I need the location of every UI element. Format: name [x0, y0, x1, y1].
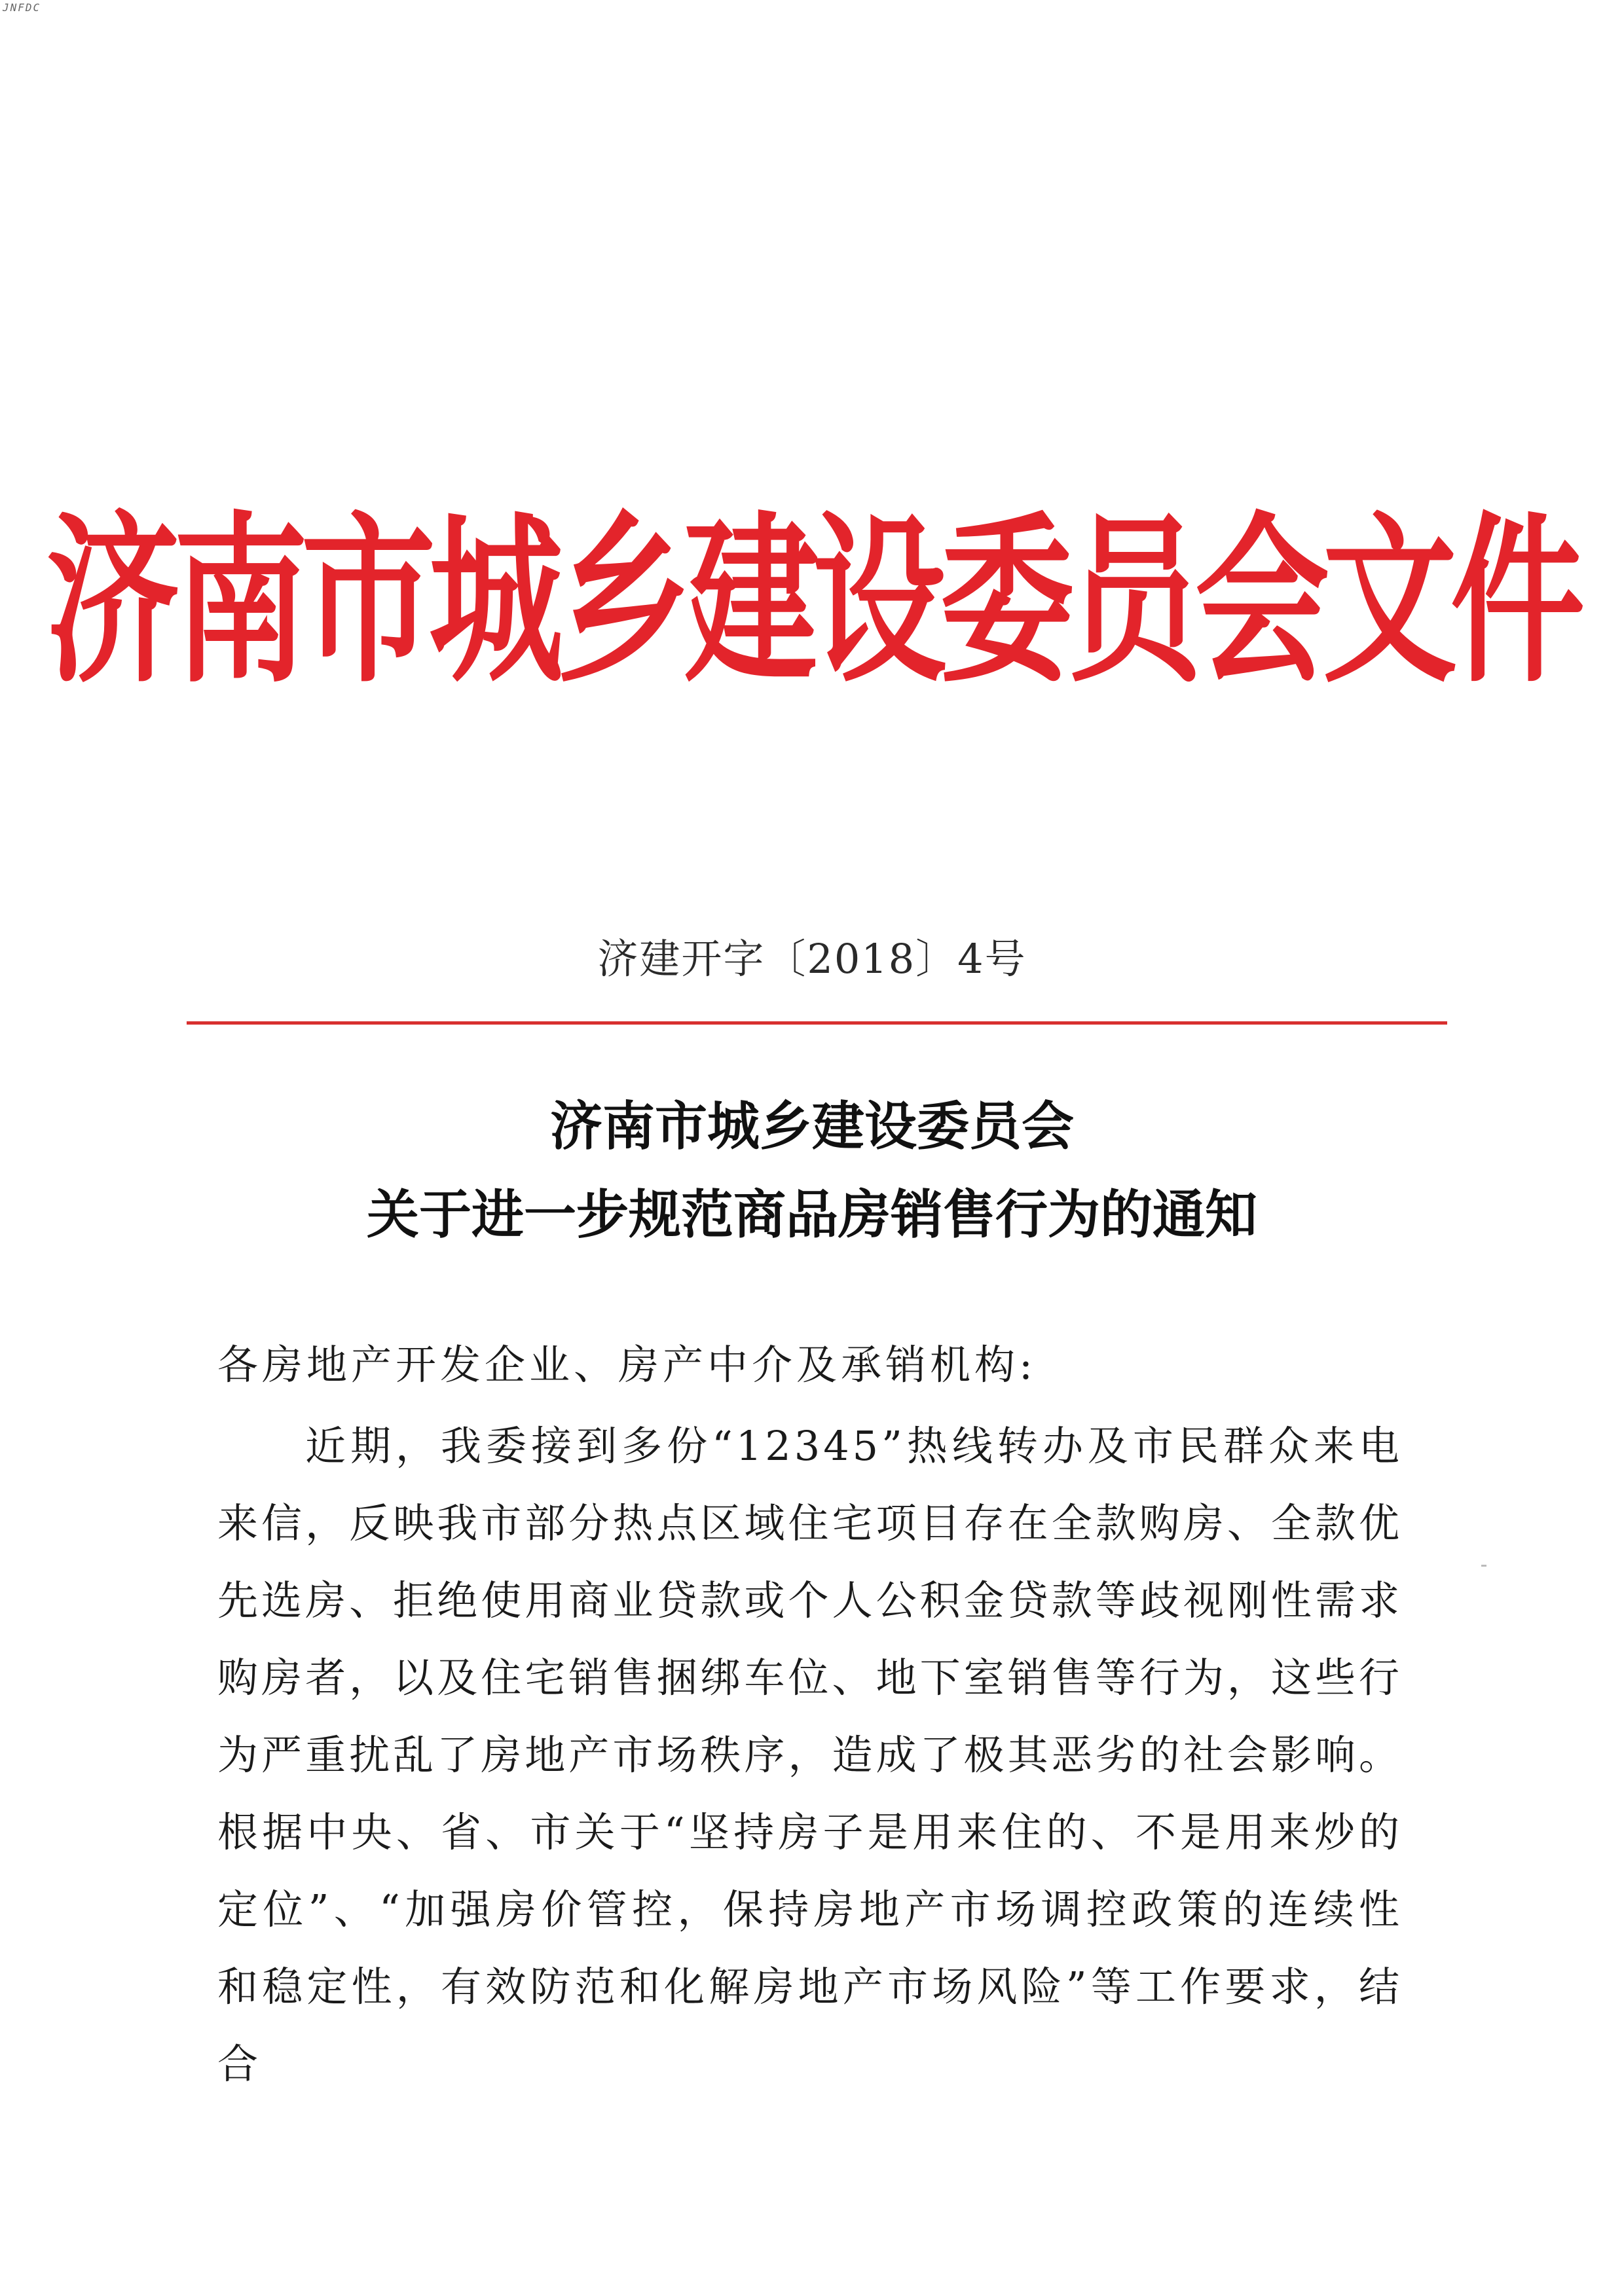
addressee: 各房地产开发企业、房产中介及承销机构: [217, 1341, 1037, 1389]
notice-title-line1: 济南市城乡建设委员会 [550, 1095, 1074, 1157]
issuer-header-title: 济南市城乡建设委员会文件 [46, 497, 1578, 708]
red-divider-line [187, 1021, 1447, 1025]
corner-mark: JNFDC [3, 1, 41, 14]
document-number: 济建开字〔2018〕4号 [597, 935, 1027, 983]
notice-title-line2: 关于进一步规范商品房销售行为的通知 [367, 1184, 1257, 1245]
scan-speck [1481, 1565, 1486, 1567]
body-paragraph: 近期，我委接到多份“12345”热线转办及市民群众来电来信，反映我市部分热点区域住宅项目存在全款购房、全款优先选房、拒绝使用商业贷款或个人公积金贷款等歧视刚性需求购房者，以及住宅销售捆绑车位、地下室销售等行为，这些行为严重扰乱了房地产市场秩序，造成了极其恶劣的社会影响。根据中央、省、市关于“坚持房子是用来住的、不是用来炒的定位”、“加强房价管控，保持房地产市场调控政策的连续性和稳定性，有效防范和化解房地产市场风险”等工作要求，结合 [217, 1422, 1403, 2088]
